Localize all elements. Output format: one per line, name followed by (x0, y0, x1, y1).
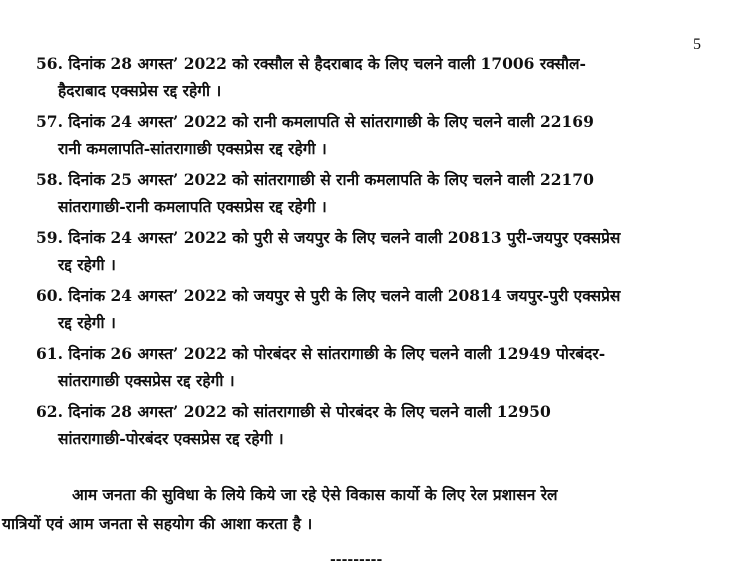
public-appeal-paragraph (0, 480, 710, 538)
item-line: 59. दिनांक 24 अगस्त’ 2022 को पुरी से जयपुर के लिए चलने वाली 20813 पुरी-जयपुर एक्सप्रेस (36, 228, 621, 247)
item-continuation: सांतरागाछी-रानी कमलापति एक्सप्रेस रद्द रहेगी । (58, 197, 327, 216)
item-line: 56. दिनांक 28 अगस्त’ 2022 को रक्सौल से हैदराबाद के लिए चलने वाली 17006 रक्सौल- (36, 54, 586, 73)
item-continuation: रद्द रहेगी । (58, 255, 116, 274)
list-item (36, 282, 716, 340)
item-continuation: सांतरागाछी-पोरबंदर एक्सप्रेस रद्द रहेगी । (58, 429, 284, 448)
appeal-line: यात्रियों एवं आम जनता से सहयोग की आशा करता है । (2, 514, 313, 533)
item-line: 57. दिनांक 24 अगस्त’ 2022 को रानी कमलापति से सांतरागाछी के लिए चलने वाली 22169 (36, 112, 594, 131)
list-item (36, 224, 716, 282)
item-line: 62. दिनांक 28 अगस्त’ 2022 को सांतरागाछी से पोरबंदर के लिए चलने वाली 12950 (36, 402, 551, 421)
item-line: 61. दिनांक 26 अगस्त’ 2022 को पोरबंदर से सांतरागाछी के लिए चलने वाली 12949 पोरबंदर- (36, 344, 606, 363)
item-continuation: रद्द रहेगी । (58, 313, 116, 332)
list-item (36, 398, 716, 456)
end-separator: --------- (330, 552, 383, 568)
item-continuation: सांतरागाछी एक्सप्रेस रद्द रहेगी । (58, 371, 235, 390)
item-continuation: हैदराबाद एक्सप्रेस रद्द रहेगी । (58, 81, 222, 100)
item-line: 58. दिनांक 25 अगस्त’ 2022 को सांतरागाछी से रानी कमलापति के लिए चलने वाली 22170 (36, 170, 594, 189)
page-number: 5 (693, 36, 701, 53)
appeal-line: आम जनता की सुविधा के लिये किये जा रहे ऐसे विकास कार्यो के लिए रेल प्रशासन रेल (72, 485, 558, 504)
list-item (36, 108, 716, 166)
list-item (36, 50, 716, 108)
item-line: 60. दिनांक 24 अगस्त’ 2022 को जयपुर से पुरी के लिए चलने वाली 20814 जयपुर-पुरी एक्सप्रेस (36, 286, 621, 305)
cancellation-list (36, 50, 716, 456)
list-item (36, 340, 716, 398)
item-continuation: रानी कमलापति-सांतरागाछी एक्सप्रेस रद्द रहेगी । (58, 139, 327, 158)
list-item (36, 166, 716, 224)
